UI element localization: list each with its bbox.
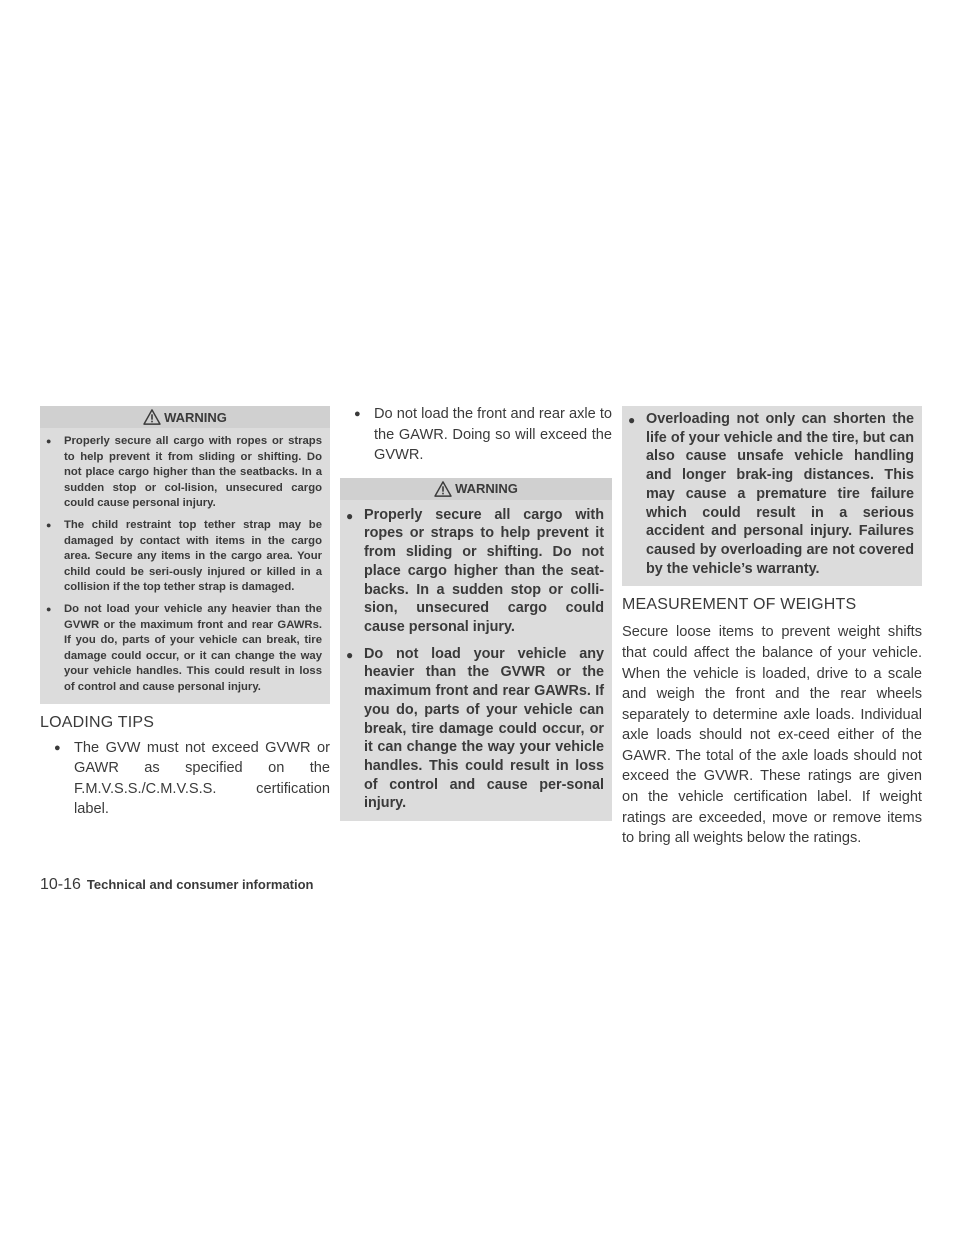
warning-triangle-icon [143,409,161,425]
column-middle [340,406,612,821]
warning-triangle-icon [434,481,452,497]
warning-box [340,478,612,821]
page-number: 10-16 [40,876,81,893]
warning-item: ● Overloading not only can shorten the life of your vehicle and the tire, but can also cause unsafe vehicle handling and longer brak-ing distances. This may cause a premature tire failure which could result in a serious accident and personal injury. Failures caused by overloading are not covered by the vehicle’s warranty. [628,410,914,578]
bullet-list [340,404,612,466]
warning-item: ● The child restraint top tether strap may be damaged by contact with items in the cargo area. Secure any items in the cargo area. Your child could be seri-ously injured or killed in a collision if the top tether strap is damaged. [46,518,322,596]
page-footer [40,876,314,894]
bullet-list [40,738,330,820]
footer-section-label: Technical and consumer information [86,877,314,892]
warning-list [622,406,922,586]
warning-header [340,478,612,500]
warning-box-continued [622,406,922,586]
column-right [622,406,922,849]
warning-title: WARNING [455,481,518,497]
section-title-measurement-of-weights: MEASUREMENT OF WEIGHTS [622,596,857,614]
body-paragraph: Secure loose items to prevent weight shifts that could affect the balance of your vehicle. When the vehicle is loaded, drive to a scale and weigh the front and the rear wheels separately to determine axle loads. Individual axle loads should not ex-ceed either of the GAWR. The total of the axle loads should not exceed the GVWR. These ratings are given on the vehicle certification label. If weight ratings are exceeded, move or remove items to bring all weights below the ratings. [622,624,922,847]
column-left [40,406,330,820]
warning-item: ● Properly secure all cargo with ropes or straps to help prevent it from sliding or shifting. Do not place cargo higher than the seat-backs. In a sudden stop or colli-sion, unsecured cargo could cause personal injury. [346,506,604,637]
warning-item: ● Do not load your vehicle any heavier than the GVWR or the maximum front and rear GAWRs. If you do, parts of your vehicle can break, tire damage could occur, or it can change the way your vehicle handles. This could result in loss of control and cause per-sonal injury. [346,645,604,813]
warning-header [40,406,330,428]
warning-list [340,500,612,821]
warning-box [40,406,330,704]
warning-title: WARNING [164,409,227,425]
bullet-item: ● The GVW must not exceed GVWR or GAWR as specified on the F.M.V.S.S./C.M.V.S.S. certification label. [40,738,330,820]
section-title-loading-tips: LOADING TIPS [40,713,155,731]
warning-item: ● Do not load your vehicle any heavier than the GVWR or the maximum front and rear GAWRs. If you do, parts of your vehicle can break, tire damage could occur, or it can change the way your vehicle handles. This could result in loss of control and cause personal injury. [46,602,322,696]
warning-item: ● Properly secure all cargo with ropes or straps to help prevent it from sliding or shifting. Do not place cargo higher than the seatbacks. In a sudden stop or col-lision, unsecured cargo could cause personal injury. [46,434,322,512]
warning-list [40,428,330,704]
bullet-item: ● Do not load the front and rear axle to the GAWR. Doing so will exceed the GVWR. [340,404,612,466]
